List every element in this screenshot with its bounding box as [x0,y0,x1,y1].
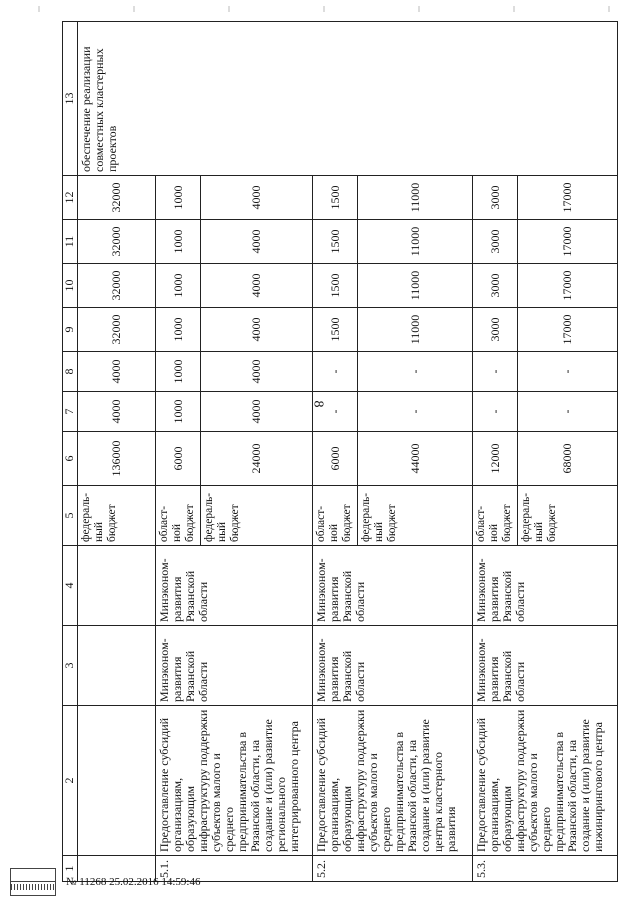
header-row [63,22,78,882]
row-text: Предоставление субсидий организациям, образующим инфраструктуру поддержки субъектов малого и среднего предпринимательства в Рязанской области, на создание и (или) развитие центра кластерного развития [313,706,473,856]
value-cell: 3000 [473,176,518,220]
scan-noise [0,6,640,12]
value-cell: - [518,352,618,392]
page-number: 8 [310,400,326,408]
co-executor: Минэконом-развития Рязанской области [473,546,618,626]
value-cell: 4000 [201,220,313,264]
col-header: 13 [63,22,78,176]
value-cell: 6000 [313,432,358,486]
value-cell: 11000 [358,308,473,352]
row-text: Предоставление субсидий организациям, образующим инфраструктуру поддержки субъектов малого и среднего предпринимательства в Рязанской области, на создание и (или) развитие регионального интегрированного центра [156,706,313,856]
value-cell: 17000 [518,264,618,308]
value-cell: 4000 [201,352,313,392]
col-header: 1 [63,856,78,882]
col-header: 6 [63,432,78,486]
col-header: 12 [63,176,78,220]
executor: Минэконом-развития Рязанской области [313,626,473,706]
registration-footer: № 11268 25.02.2016 14:59:46 [66,876,201,888]
value-cell: 17000 [518,176,618,220]
col-header: 9 [63,308,78,352]
value-cell: 1500 [313,176,358,220]
note-cell: обеспечение реализации совместных кластерных проектов [78,22,618,176]
value-cell: 32000 [78,308,156,352]
budget-source: област- ной бюджет [473,486,518,546]
value-cell: 1000 [156,264,201,308]
value-cell: 1000 [156,308,201,352]
value-cell: 12000 [473,432,518,486]
value-cell: 68000 [518,432,618,486]
value-cell: 3000 [473,264,518,308]
value-cell: - [358,352,473,392]
value-cell: 11000 [358,220,473,264]
col-header: 2 [63,706,78,856]
value-cell: - [473,392,518,432]
col-header: 7 [63,392,78,432]
value-cell: 4000 [78,392,156,432]
budget-table [62,21,618,882]
registration-stamp-icon [10,868,56,896]
value-cell: 44000 [358,432,473,486]
row-number: 5.2. [313,856,473,882]
col-header: 11 [63,220,78,264]
value-cell: 32000 [78,264,156,308]
col-header: 8 [63,352,78,392]
value-cell: - [518,392,618,432]
col-header: 10 [63,264,78,308]
co-executor: Минэконом-развития Рязанской области [156,546,313,626]
col-header: 3 [63,626,78,706]
value-cell: 32000 [78,176,156,220]
row-number: 5.1. [156,856,313,882]
value-cell: 17000 [518,220,618,264]
value-cell: 4000 [201,392,313,432]
co-executor: Минэконом-развития Рязанской области [313,546,473,626]
executor: Минэконом-развития Рязанской области [473,626,618,706]
value-cell: - [313,392,358,432]
budget-source: област- ной бюджет [313,486,358,546]
value-cell: 6000 [156,432,201,486]
budget-source: федераль- ный бюджет [518,486,618,546]
value-cell: 1000 [156,220,201,264]
budget-source: федераль- ный бюджет [201,486,313,546]
value-cell: - [358,392,473,432]
value-cell: 17000 [518,308,618,352]
value-cell: 4000 [201,264,313,308]
value-cell: 4000 [201,308,313,352]
budget-source: област- ной бюджет [156,486,201,546]
value-cell: 1500 [313,264,358,308]
value-cell: 32000 [78,220,156,264]
value-cell: 11000 [358,264,473,308]
value-cell: 1000 [156,352,201,392]
value-cell: 136000 [78,432,156,486]
value-cell: 1500 [313,220,358,264]
value-cell: 1000 [156,176,201,220]
budget-source: федераль- ный бюджет [78,486,156,546]
table-row [78,22,156,882]
value-cell: - [313,352,358,392]
col-header: 5 [63,486,78,546]
row-number: 5.3. [473,856,618,882]
col-header: 4 [63,546,78,626]
value-cell: - [473,352,518,392]
rotated-table-sheet [62,22,605,882]
value-cell: 3000 [473,220,518,264]
value-cell: 1500 [313,308,358,352]
value-cell: 1000 [156,392,201,432]
budget-source: федераль- ный бюджет [358,486,473,546]
row-text: Предоставление субсидий организациям, образующим инфраструктуру поддержки субъектов малого и среднего предпринимательства в Рязанской области, на создание и (или) развитие инжинирингового центра [473,706,618,856]
value-cell: 4000 [78,352,156,392]
value-cell: 3000 [473,308,518,352]
value-cell: 4000 [201,176,313,220]
executor: Минэконом-развития Рязанской области [156,626,313,706]
value-cell: 24000 [201,432,313,486]
value-cell: 11000 [358,176,473,220]
